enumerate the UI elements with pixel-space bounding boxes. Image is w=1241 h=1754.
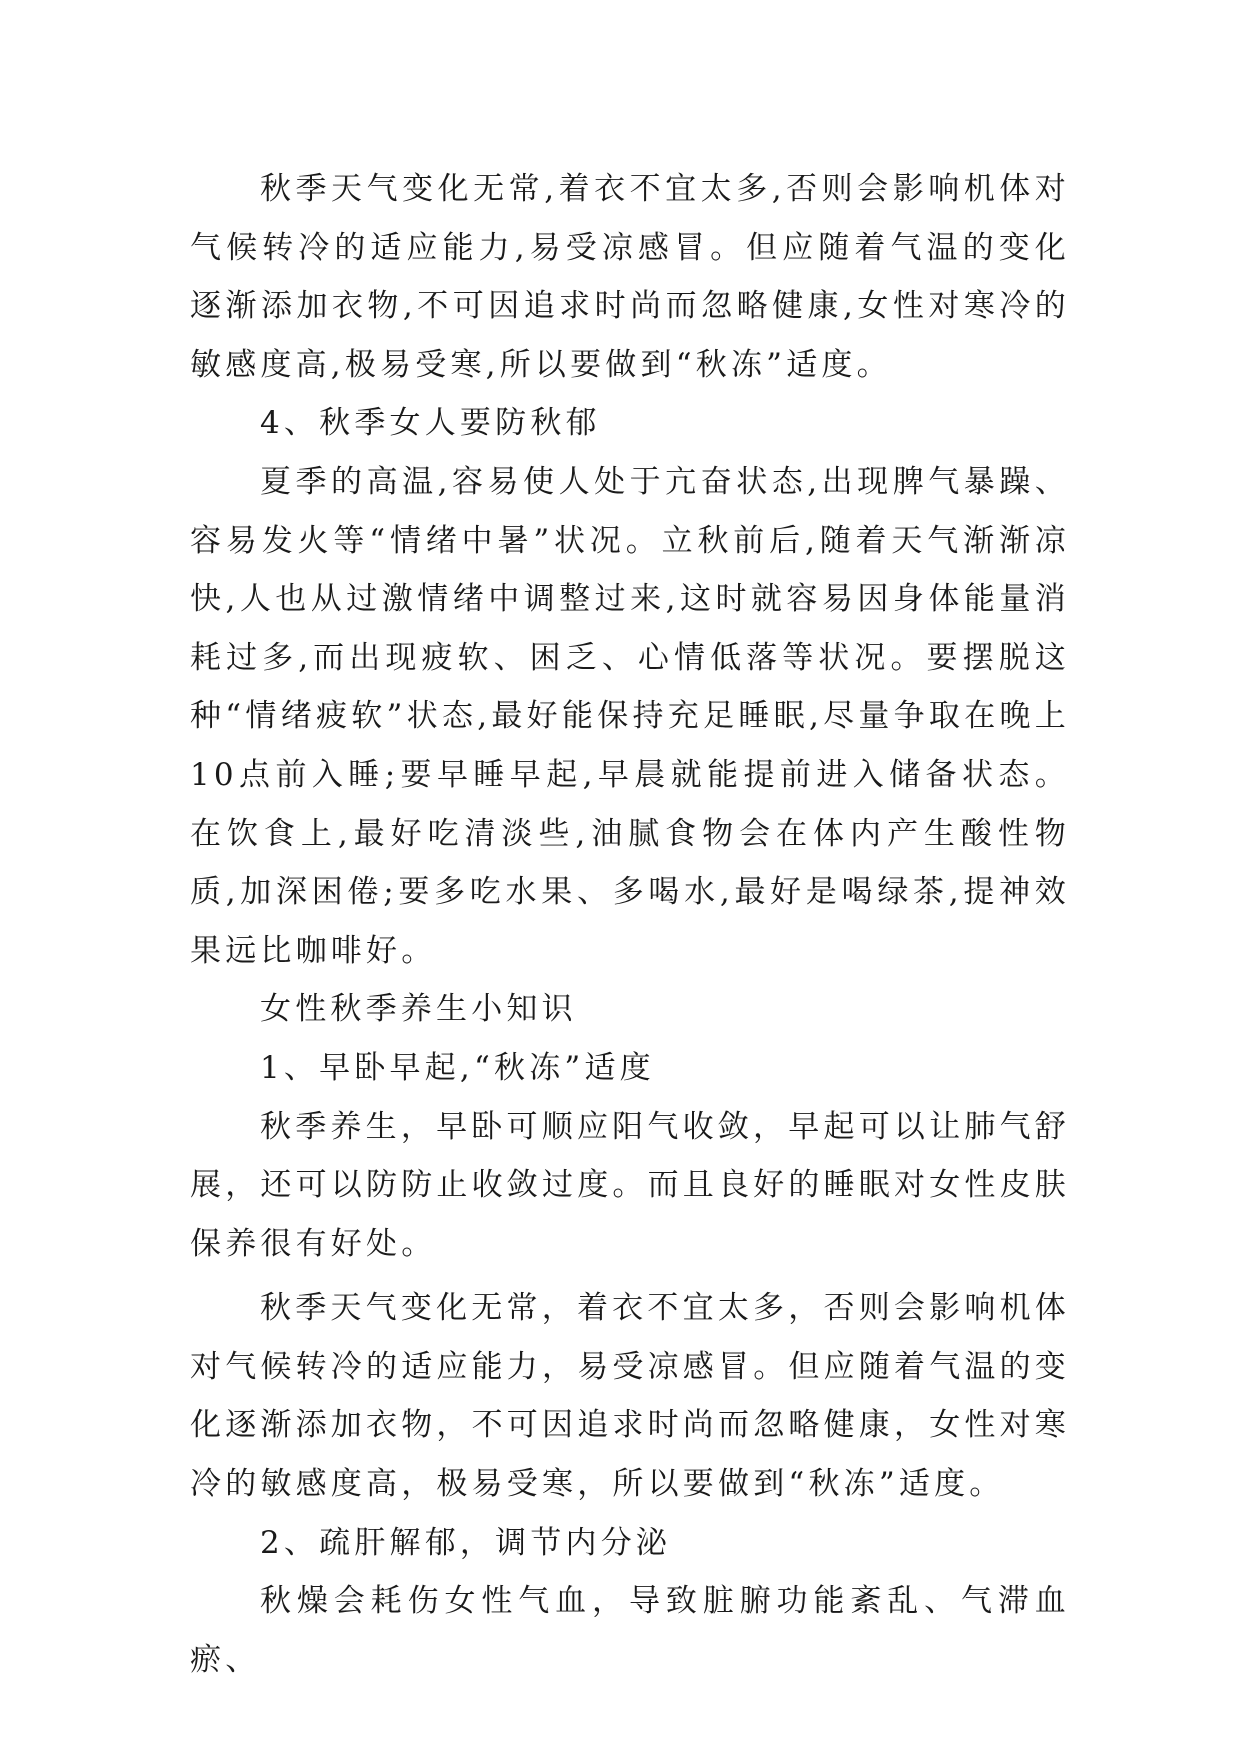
paragraph-autumn-mood: 夏季的高温,容易使人处于亢奋状态,出现脾气暴躁、容易发火等“情绪中暑”状况。立秋前后,随着天气渐渐凉快,人也从过激情绪中调整过来,这时就容易因身体能量消耗过多,而出现疲软、困乏、心情低落等状况。要摆脱这种“情绪疲软”状态,最好能保持充足睡眠,尽量争取在晚上10点前入睡;要早睡早起,早晨就能提前进入储备状态。在饮食上,最好吃清淡些,油腻食物会在体内产生酸性物质,加深困倦;要多吃水果、多喝水,最好是喝绿茶,提神效果远比咖啡好。: [190, 463, 1070, 969]
paragraph-autumn-clothing-2: 秋季天气变化无常，着衣不宜太多，否则会影响机体对气候转冷的适应能力，易受凉感冒。但应随着气温的变化逐渐添加衣物，不可因追求时尚而忽略健康，女性对寒冷的敏感度高，极易受寒，所以要做到“秋冻”适度。: [190, 1290, 1070, 1503]
document-page: [190, 160, 1070, 1689]
heading-tip-1: 1、早卧早起,“秋冻”适度: [260, 1049, 655, 1086]
heading-section-4: 4、秋季女人要防秋郁: [260, 405, 601, 442]
heading-tips-title: 女性秋季养生小知识: [260, 991, 577, 1028]
paragraph-sleep: 秋季养生，早卧可顺应阳气收敛，早起可以让肺气舒展，还可以防防止收敛过度。而且良好的睡眠对女性皮肤保养很有好处。: [190, 1108, 1070, 1262]
heading-tip-2: 2、疏肝解郁，调节内分泌: [260, 1524, 672, 1561]
paragraph-autumn-dryness: 秋燥会耗伤女性气血，导致脏腑功能紊乱、气滞血瘀、: [190, 1583, 1070, 1678]
paragraph-autumn-clothing: 秋季天气变化无常,着衣不宜太多,否则会影响机体对气候转冷的适应能力,易受凉感冒。但应随着气温的变化逐渐添加衣物,不可因追求时尚而忽略健康,女性对寒冷的敏感度高,极易受寒,所以要做到“秋冻”适度。: [190, 171, 1070, 383]
